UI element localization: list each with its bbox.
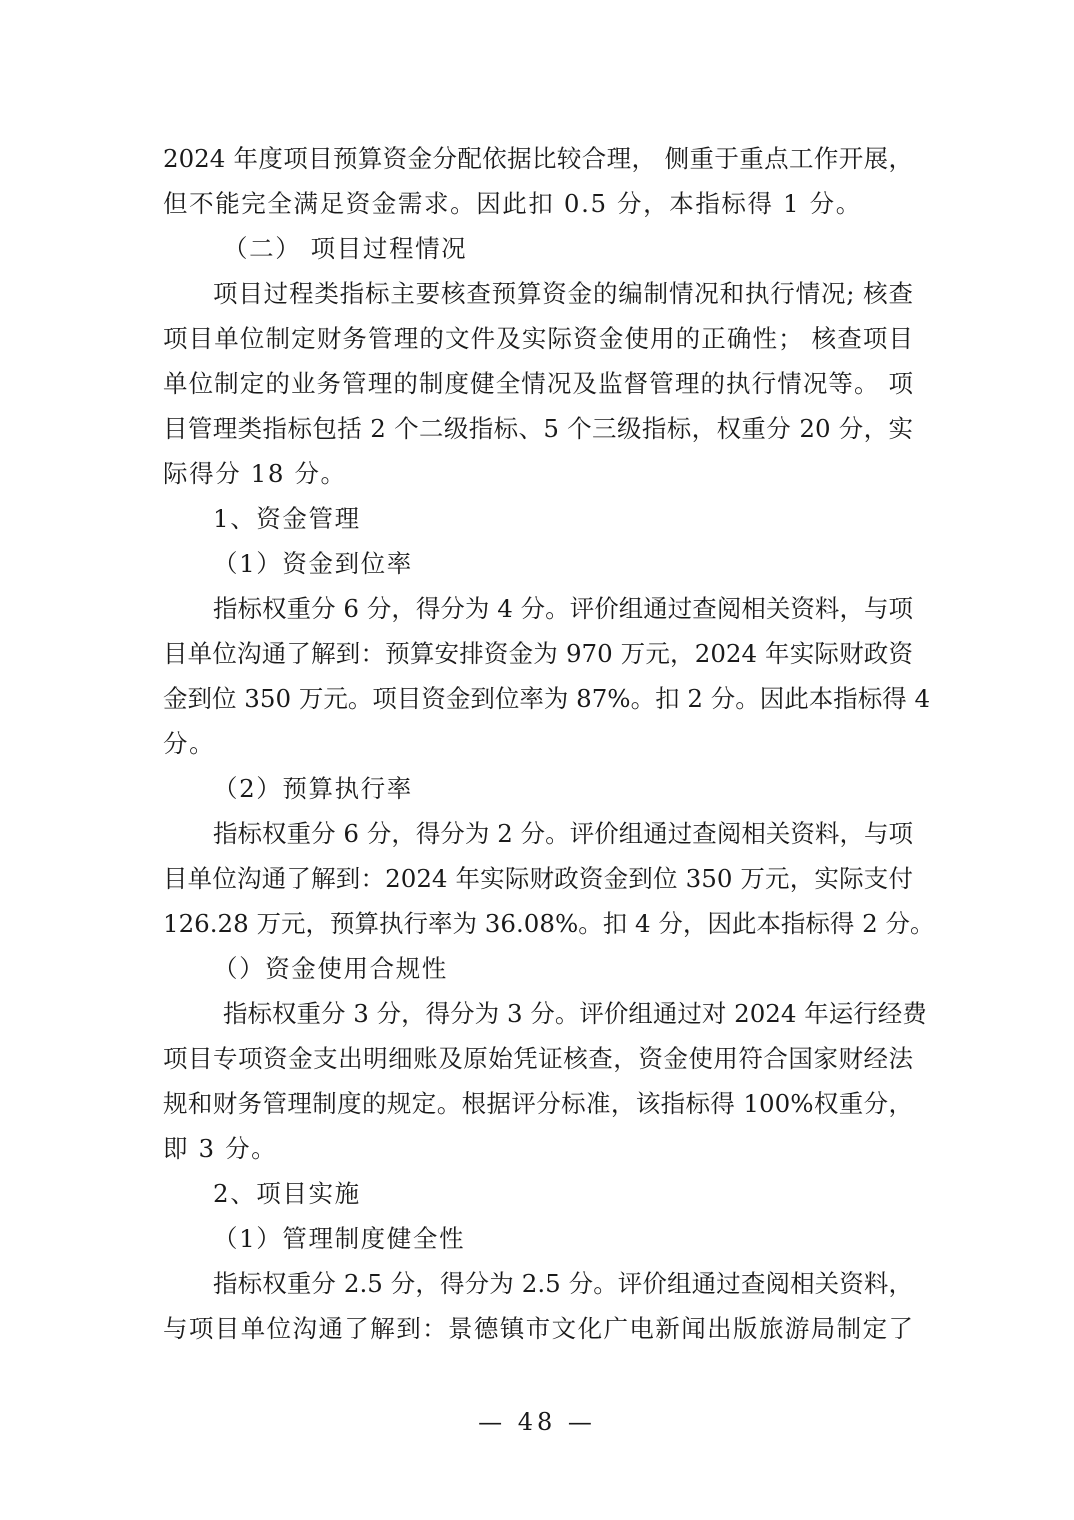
item-heading: （1）管理制度健全性: [213, 1224, 466, 1253]
paragraph-line: 指标权重分 3 分，得分为 3 分。评价组通过对 2024 年运行经费: [223, 999, 927, 1028]
paragraph-line: 单位制定的业务管理的制度健全情况及监督管理的执行情况等。 项: [163, 369, 913, 398]
section-heading: （二） 项目过程情况: [223, 234, 468, 263]
paragraph-line: 2024 年度项目预算资金分配依据比较合理， 侧重于重点工作开展，: [163, 144, 913, 173]
paragraph-line: 分。: [163, 729, 216, 758]
paragraph-line: 规和财务管理制度的规定。根据评分标准，该指标得 100%权重分，: [163, 1089, 913, 1118]
paragraph-line: 项目过程类指标主要核查预算资金的编制情况和执行情况; 核查: [213, 279, 913, 308]
paragraph-line: 126.28 万元，预算执行率为 36.08%。扣 4 分，因此本指标得 2 分。: [163, 909, 935, 938]
paragraph-line: 项目专项资金支出明细账及原始凭证核查，资金使用符合国家财经法: [163, 1044, 913, 1073]
subsection-heading: 1、资金管理: [213, 504, 361, 533]
paragraph-line: 目单位沟通了解到：2024 年实际财政资金到位 350 万元，实际支付: [163, 864, 913, 893]
paragraph-line: 目单位沟通了解到：预算安排资金为 970 万元，2024 年实际财政资: [163, 639, 913, 668]
paragraph-line: 际得分 18 分。: [163, 459, 347, 488]
paragraph-line: 指标权重分 6 分，得分为 4 分。评价组通过查阅相关资料，与项: [213, 594, 913, 623]
item-heading: （1）资金到位率: [213, 549, 413, 578]
paragraph-line: 即 3 分。: [163, 1134, 278, 1163]
paragraph-line: 项目单位制定财务管理的文件及实际资金使用的正确性； 核查项目: [163, 324, 913, 353]
item-heading: （2）预算执行率: [213, 774, 413, 803]
subsection-heading: 2、项目实施: [213, 1179, 361, 1208]
paragraph-line: 目管理类指标包括 2 个二级指标、5 个三级指标，权重分 20 分，实: [163, 414, 913, 443]
paragraph-line: 金到位 350 万元。项目资金到位率为 87%。扣 2 分。因此本指标得 4: [163, 684, 931, 713]
paragraph-line: 指标权重分 6 分，得分为 2 分。评价组通过查阅相关资料，与项: [213, 819, 913, 848]
page-number: — 48 —: [478, 1408, 596, 1436]
paragraph-line: 指标权重分 2.5 分，得分为 2.5 分。评价组通过查阅相关资料，: [213, 1269, 913, 1298]
paragraph-line: 但不能完全满足资金需求。因此扣 0.5 分，本指标得 1 分。: [163, 189, 862, 218]
item-heading: （）资金使用合规性: [213, 954, 448, 983]
document-body: [163, 136, 935, 1351]
paragraph-line: 与项目单位沟通了解到：景德镇市文化广电新闻出版旅游局制定了: [163, 1314, 913, 1343]
